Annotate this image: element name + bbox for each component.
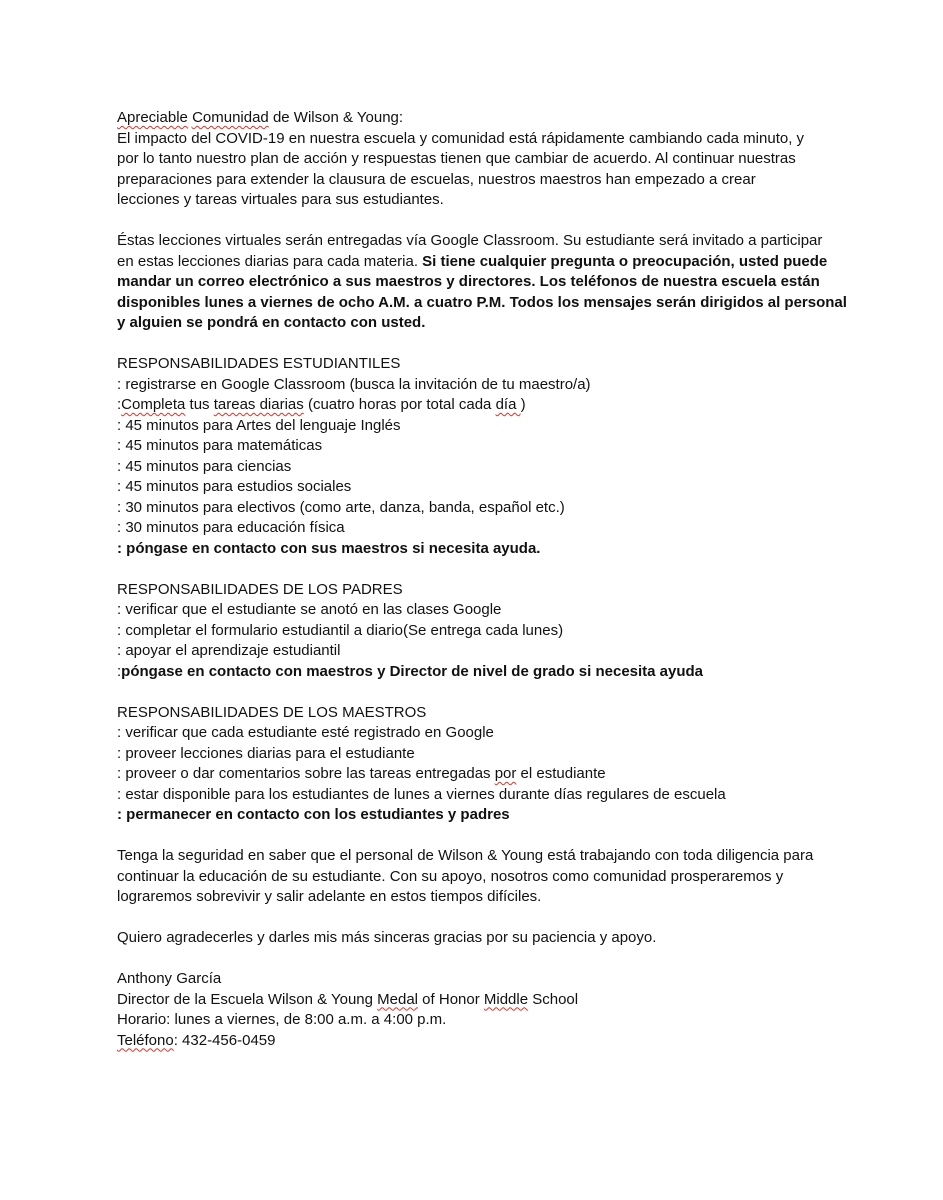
list-item: : 45 minutos para Artes del lenguaje Inglés xyxy=(117,416,401,434)
closing-paragraph xyxy=(117,846,853,908)
text-line: preparaciones para extender la clausura de escuelas, nuestros maestros han empezado a crear xyxy=(117,170,756,188)
list-item: : estar disponible para los estudiantes de lunes a viernes durante días regulares de escuela xyxy=(117,785,726,803)
misspelled-word: Teléfono xyxy=(117,1031,174,1049)
misspelled-word: tareas diarias xyxy=(213,396,304,413)
text-line: lecciones y tareas virtuales para sus estudiantes. xyxy=(117,191,444,208)
list-item: : apoyar el aprendizaje estudiantil xyxy=(117,642,341,659)
phone-number: Teléfono: 432-456-0459 xyxy=(117,1031,276,1049)
text-line: mandar un correo electrónico a sus maestros y directores. Los teléfonos de nuestra escuela están xyxy=(117,273,820,290)
thanks-paragraph xyxy=(117,928,853,949)
misspelled-word: Completa xyxy=(121,396,186,413)
list-item: : proveer o dar comentarios sobre las tareas entregadas por el estudiante xyxy=(117,765,606,782)
section-heading: RESPONSABILIDADES DE LOS MAESTROS xyxy=(117,703,427,721)
list-item: : 45 minutos para ciencias xyxy=(117,457,292,475)
list-item: : 45 minutos para matemáticas xyxy=(117,437,323,454)
virtual-lessons-paragraph xyxy=(117,231,853,334)
list-item: : completar el formulario estudiantil a diario(Se entrega cada lunes) xyxy=(117,621,564,639)
misspelled-word: Medal xyxy=(377,990,419,1008)
list-item: : 45 minutos para estudios sociales xyxy=(117,478,352,495)
list-item: : póngase en contacto con sus maestros si necesita ayuda. xyxy=(117,539,541,557)
text-line: Quiero agradecerles y darles mis más sinceras gracias por su paciencia y apoyo. xyxy=(117,929,657,946)
list-item: :Completa tus tareas diarias (cuatro horas por total cada día ) xyxy=(117,396,526,413)
student-responsibilities xyxy=(117,354,853,559)
list-item: : verificar que el estudiante se anotó en las clases Google xyxy=(117,601,502,618)
text-line: Éstas lecciones virtuales serán entregadas vía Google Classroom. Su estudiante será invitado a participar xyxy=(117,232,823,249)
text-line: disponibles lunes a viernes de ocho A.M. a cuatro P.M. Todos los mensajes serán dirigidos al personal xyxy=(117,293,847,311)
misspelled-word: Comunidad xyxy=(192,109,269,126)
misspelled-word: día xyxy=(495,396,521,413)
list-item: : 30 minutos para electivos (como arte, danza, banda, español etc.) xyxy=(117,498,565,516)
list-item: :póngase en contacto con maestros y Director de nivel de grado si necesita ayuda xyxy=(117,662,704,680)
misspelled-word: Middle xyxy=(483,990,529,1008)
signature-block xyxy=(117,969,853,1051)
intro-paragraph xyxy=(117,129,853,211)
parent-responsibilities xyxy=(117,580,853,683)
text-line: El impacto del COVID-19 en nuestra escuela y comunidad está rápidamente cambiando cada minuto, y xyxy=(117,129,805,147)
text-line: y alguien se pondrá en contacto con usted. xyxy=(117,314,426,331)
list-item: : permanecer en contacto con los estudiantes y padres xyxy=(117,806,510,823)
teacher-responsibilities xyxy=(117,703,853,826)
signer-name: Anthony García xyxy=(117,970,222,987)
text-line: continuar la educación de su estudiante. Con su apoyo, nosotros como comunidad prosperaremos y xyxy=(117,867,784,885)
text-line: lograremos sobrevivir y salir adelante en estos tiempos difíciles. xyxy=(117,888,542,905)
text-line: por lo tanto nuestro plan de acción y respuestas tienen que cambiar de acuerdo. Al continuar nuestras xyxy=(117,150,796,167)
list-item: : 30 minutos para educación física xyxy=(117,519,345,536)
text-line: Tenga la seguridad en saber que el personal de Wilson & Young está trabajando con toda diligencia para xyxy=(117,847,814,864)
list-item: : proveer lecciones diarias para el estudiante xyxy=(117,744,415,762)
list-item: : registrarse en Google Classroom (busca la invitación de tu maestro/a) xyxy=(117,375,591,393)
greeting: Apreciable Comunidad de Wilson & Young: xyxy=(117,109,404,126)
signer-title: Director de la Escuela Wilson & Young Medal of Honor Middle School xyxy=(117,990,579,1008)
misspelled-word: por xyxy=(494,765,517,782)
office-hours: Horario: lunes a viernes, de 8:00 a.m. a 4:00 p.m. xyxy=(117,1011,447,1028)
section-heading: RESPONSABILIDADES ESTUDIANTILES xyxy=(117,355,401,372)
text-line: en estas lecciones diarias para cada materia. Si tiene cualquier pregunta o preocupación, usted puede xyxy=(117,252,828,270)
section-heading: RESPONSABILIDADES DE LOS PADRES xyxy=(117,580,403,598)
misspelled-word: Apreciable xyxy=(117,109,188,126)
list-item: : verificar que cada estudiante esté registrado en Google xyxy=(117,724,494,741)
